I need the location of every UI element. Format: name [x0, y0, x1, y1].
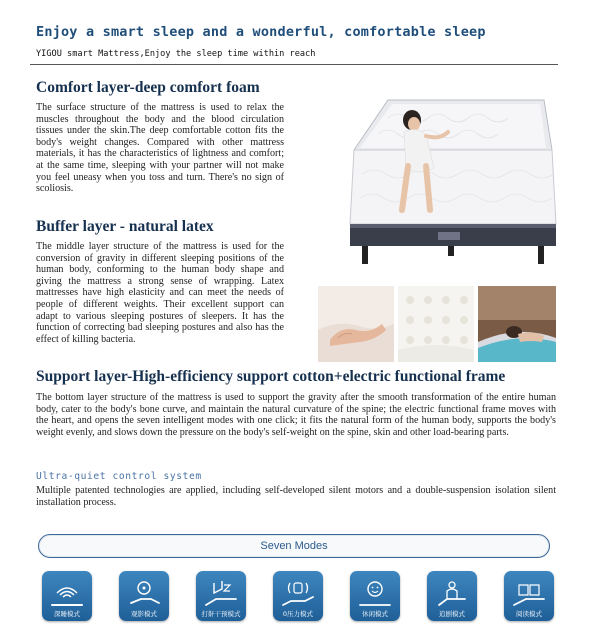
comfort-heading: Comfort layer-deep comfort foam — [36, 79, 260, 96]
support-body: The bottom layer structure of the mattress is used to support the gravity after the smooth transformation of the entire human body, cater to the body's bone curve, and maintain the natural curvature of the spine; the electric functional frame moves with the heart, and opens the seven intelligent modes with one click; it fits the natural form of the human body, supports the body's weight evenly, and slows down the pressure on the body's self-weight on the spine, skin and other load-bearing parts. — [36, 392, 556, 438]
mode-label: 追剧模式 — [439, 610, 465, 618]
mode-label: 观影模式 — [131, 610, 157, 618]
mode-label: 深睡模式 — [54, 610, 80, 618]
mode-label: 0压力模式 — [282, 610, 314, 618]
comfort-body: The surface structure of the mattress is used to relax the muscles throughout the body and the blood circulation tissues under the skin.The deep comfortable cotton fits the body's weight changes. Compared with other mattress materials, it has the characteristics of lightness and comfort; at the same time, sleeping with your partner will not make you feel uneasy when you toss and turn. There's no sign of scoliosis. — [36, 102, 284, 195]
mode-label: 休闲模式 — [362, 610, 388, 618]
mode-label: 阅读模式 — [516, 610, 542, 618]
mode-label: 打鼾干预模式 — [201, 610, 241, 618]
mode-zero-gravity[interactable] — [273, 571, 323, 621]
latex-photo — [398, 286, 474, 362]
page-title: Enjoy a smart sleep and a wonderful, comfortable sleep — [36, 24, 486, 40]
page-subtitle: YIGOU smart Mattress,Enjoy the sleep time within reach — [36, 49, 316, 59]
ultra-quiet-body: Multiple patented technologies are applied, including self-developed silent motors and a double-suspension isolation silent installation process. — [36, 485, 556, 508]
support-heading: Support layer-High-efficiency support cotton+electric functional frame — [36, 368, 506, 385]
mode-leisure[interactable] — [350, 571, 400, 621]
sleeper-photo — [478, 286, 556, 362]
mode-movie[interactable] — [119, 571, 169, 621]
header-divider — [30, 64, 558, 65]
buffer-heading: Buffer layer - natural latex — [36, 218, 214, 235]
ultra-quiet-heading: Ultra-quiet control system — [36, 471, 202, 482]
foam-hand-photo — [318, 286, 394, 362]
mode-tv[interactable] — [427, 571, 477, 621]
mode-reading[interactable] — [504, 571, 554, 621]
buffer-body: The middle layer structure of the mattress is used for the conversion of gravity in different sleeping positions of the human body, conforming to the human body shape and giving the mattress a strong sense of wrapping. Latex mattresses have high elasticity and can meet the needs of people of different weights. Their excellent support can adapt to various sleeping postures of sleepers. It has the function of correcting bad sleeping postures and also has the effect of killing bacteria. — [36, 241, 284, 345]
seven-modes-title: Seven Modes — [260, 540, 328, 552]
mode-deep-sleep[interactable] — [42, 571, 92, 621]
smart-bed-photo — [348, 94, 560, 270]
mode-snore[interactable] — [196, 571, 246, 621]
